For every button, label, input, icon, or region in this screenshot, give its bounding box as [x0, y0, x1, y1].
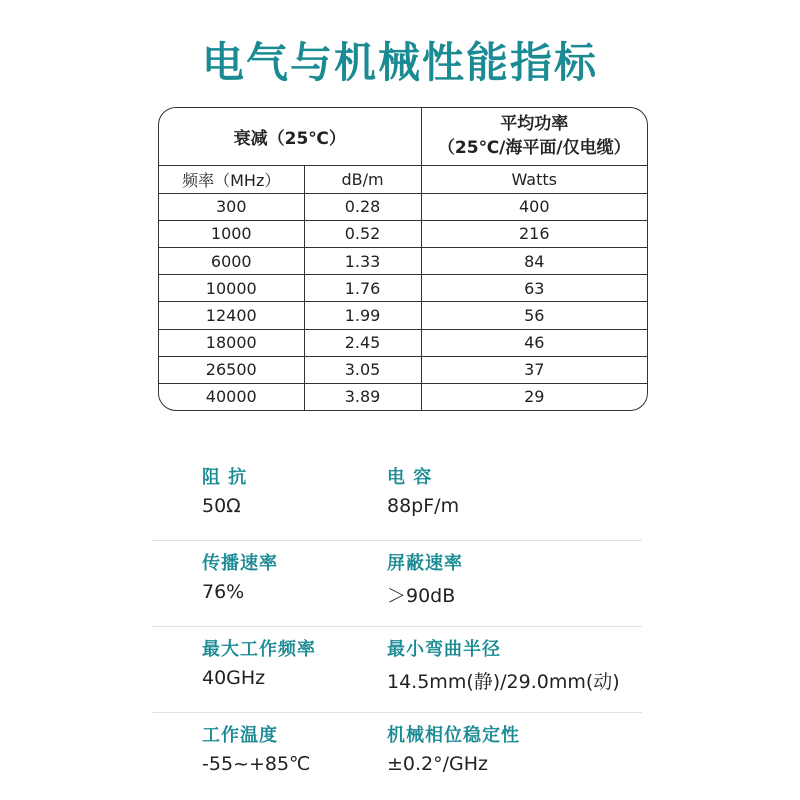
db-cell: 3.05: [304, 356, 421, 383]
power-header-line2: （25℃/海平面/仅电缆）: [437, 138, 631, 159]
table-row: [159, 193, 647, 220]
page-title: 电气与机械性能指标: [201, 38, 598, 87]
watts-cell: 46: [421, 329, 647, 356]
db-cell: 1.76: [304, 275, 421, 302]
shielding-item: [387, 549, 463, 608]
temperature-item: [202, 721, 310, 775]
table-row: [159, 356, 647, 383]
watts-cell: 29: [421, 383, 647, 410]
property-value: -55~+85℃: [202, 753, 311, 775]
table-row: [159, 247, 647, 274]
db-cell: 1.99: [304, 302, 421, 329]
freq-cell: 12400: [159, 302, 304, 329]
properties-row: [152, 455, 642, 541]
watts-cell: 400: [421, 193, 647, 220]
table-row: [159, 302, 647, 329]
power-header: [421, 108, 647, 165]
bend-radius-item: [387, 635, 620, 694]
property-value: 50Ω: [202, 495, 241, 517]
properties-row: [152, 713, 642, 798]
table-row: [159, 329, 647, 356]
watts-cell: 56: [421, 302, 647, 329]
db-cell: 0.28: [304, 193, 421, 220]
table-row: [159, 383, 647, 410]
velocity-item: [202, 549, 278, 603]
watts-cell: 84: [421, 247, 647, 274]
property-label: 传播速率: [202, 553, 278, 574]
property-value: 40GHz: [202, 667, 266, 689]
property-label: 屏蔽速率: [387, 553, 463, 574]
properties-row: [152, 541, 642, 627]
attenuation-header: 衰减（25℃）: [159, 108, 421, 165]
property-value: ＞90dB: [387, 585, 456, 607]
property-label: 机械相位稳定性: [387, 725, 520, 746]
freq-cell: 18000: [159, 329, 304, 356]
property-value: 14.5mm(静)/29.0mm(动): [387, 671, 620, 693]
max-frequency-item: [202, 635, 316, 689]
col-header-frequency: 频率（MHz）: [159, 165, 304, 193]
db-cell: 3.89: [304, 383, 421, 410]
property-label: 工作温度: [202, 725, 278, 746]
property-label: 阻 抗: [202, 467, 248, 488]
db-cell: 2.45: [304, 329, 421, 356]
freq-cell: 10000: [159, 275, 304, 302]
freq-cell: 26500: [159, 356, 304, 383]
col-header-watts: Watts: [421, 165, 647, 193]
db-cell: 0.52: [304, 220, 421, 247]
freq-cell: 300: [159, 193, 304, 220]
phase-stability-item: [387, 721, 520, 775]
table-row: [159, 220, 647, 247]
watts-cell: 63: [421, 275, 647, 302]
property-label: 最小弯曲半径: [387, 639, 501, 660]
freq-cell: 6000: [159, 247, 304, 274]
properties-section: [152, 455, 642, 798]
freq-cell: 40000: [159, 383, 304, 410]
watts-cell: 216: [421, 220, 647, 247]
spec-table: [158, 107, 648, 411]
property-label: 电 容: [387, 467, 433, 488]
property-value: 76%: [202, 581, 245, 603]
freq-cell: 1000: [159, 220, 304, 247]
property-value: ±0.2°/GHz: [387, 753, 489, 775]
col-header-db: dB/m: [304, 165, 421, 193]
power-header-line1: 平均功率: [500, 114, 569, 135]
impedance-item: [202, 463, 247, 517]
db-cell: 1.33: [304, 247, 421, 274]
properties-row: [152, 627, 642, 713]
property-label: 最大工作频率: [202, 639, 316, 660]
capacitance-item: [387, 463, 459, 517]
property-value: 88pF/m: [387, 495, 460, 517]
watts-cell: 37: [421, 356, 647, 383]
table-row: [159, 275, 647, 302]
